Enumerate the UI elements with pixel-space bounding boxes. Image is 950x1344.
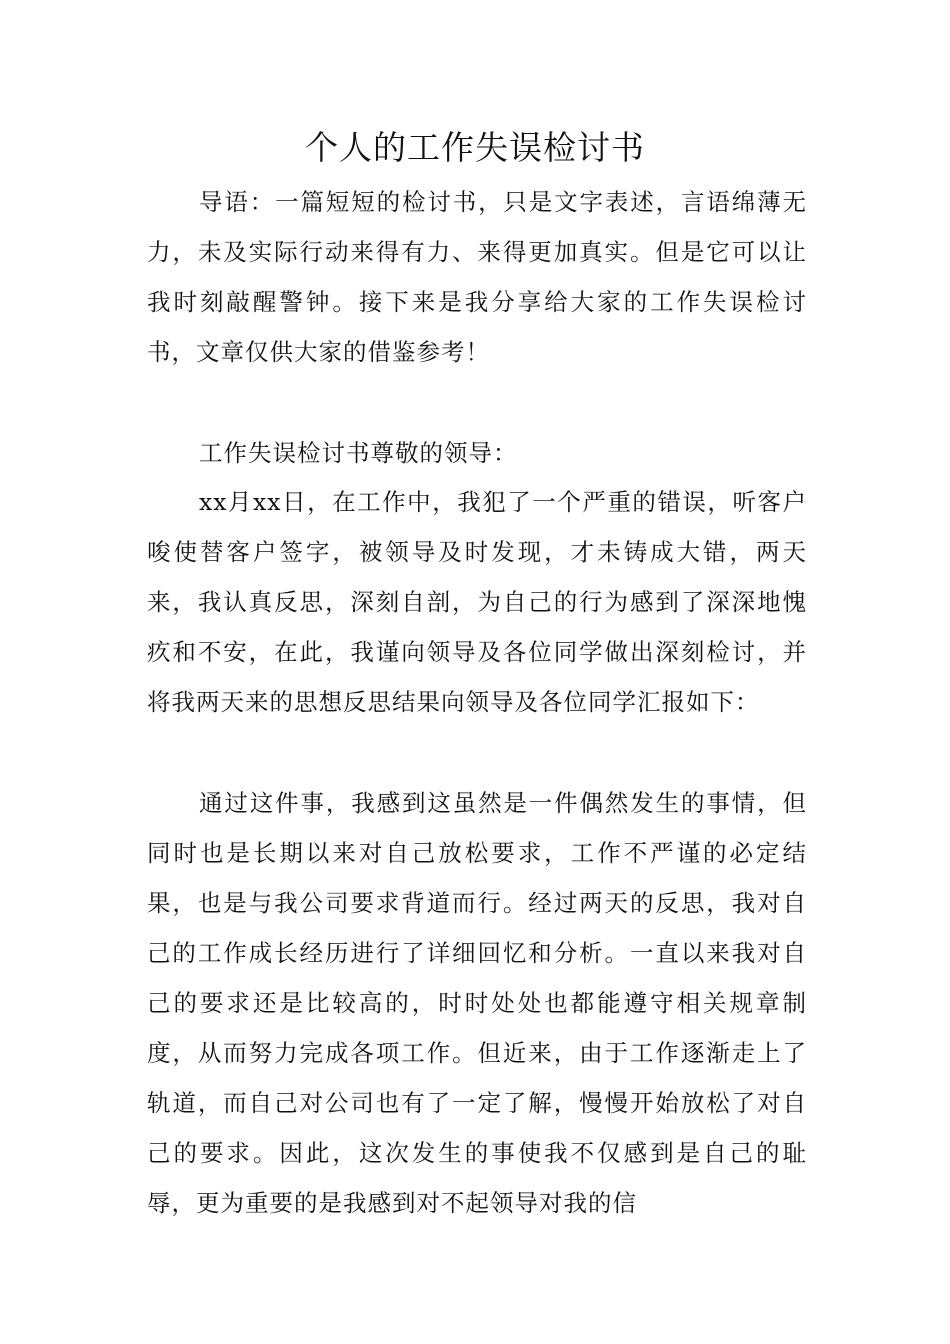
intro-paragraph: 导语：一篇短短的检讨书，只是文字表述，言语绵薄无力，未及实际行动来得有力、来得更加真实。但是它可以让我时刻敲醒警钟。接下来是我分享给大家的工作失误检讨书，文章仅供大家的借鉴参考！ [147, 188, 807, 366]
body-paragraph-2: 通过这件事，我感到这虽然是一件偶然发生的事情，但同时也是长期以来对自己放松要求，工作不严谨的必定结果，也是与我公司要求背道而行。经过两天的反思，我对自己的工作成长经历进行了详细回忆和分析。一直以来我对自己的要求还是比较高的，时时处处也都能遵守相关规章制度，从而努力完成各项工作。但近来，由于工作逐渐走上了轨道，而自己对公司也有了一定了解，慢慢开始放松了对自己的要求。因此，这次发生的事使我不仅感到是自己的耻辱，更为重要的是我感到对不起领导对我的信 [147, 789, 807, 1217]
salutation-line: 工作失误检讨书尊敬的领导： [199, 439, 518, 467]
body-paragraph-1: xx月xx日，在工作中，我犯了一个严重的错误，听客户唆使替客户签字，被领导及时发现，才未铸成大错，两天来，我认真反思，深刻自剖，为自己的行为感到了深深地愧疚和不安，在此，我谨向领导及各位同学做出深刻检讨，并将我两天来的思想反思结果向领导及各位同学汇报如下： [147, 488, 807, 716]
document-title: 个人的工作失误检讨书 [305, 128, 645, 167]
